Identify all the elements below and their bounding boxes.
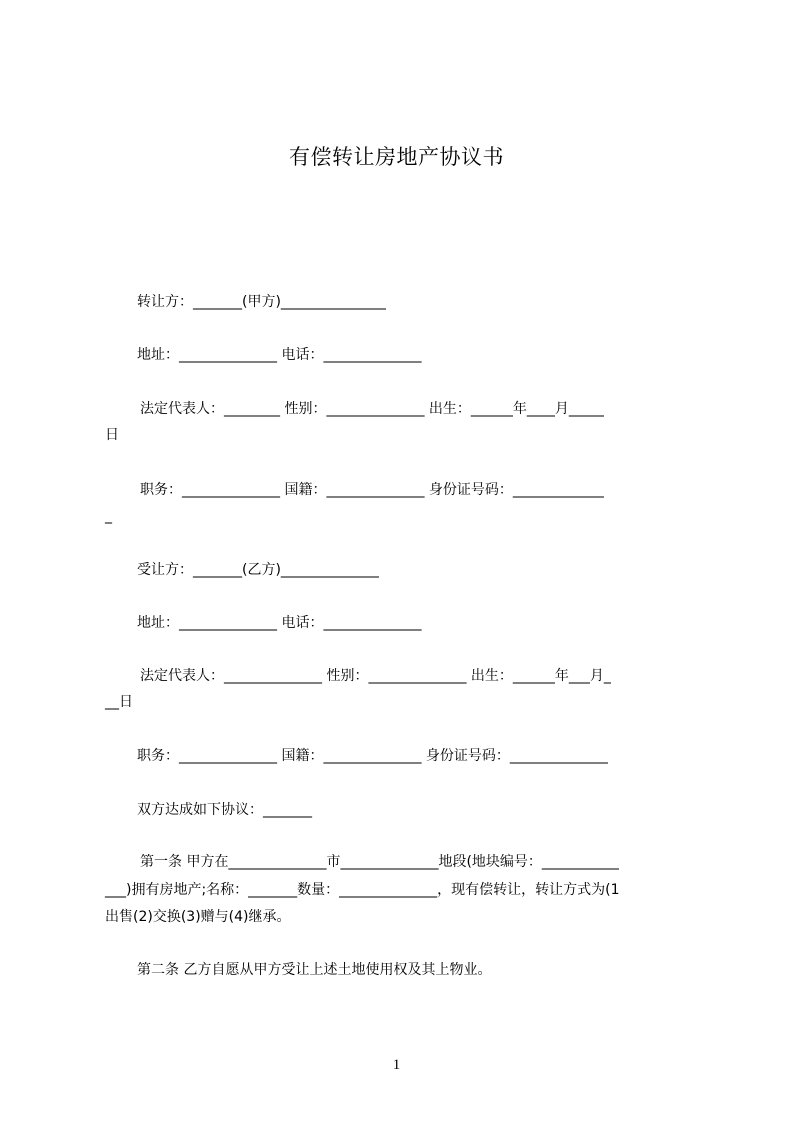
transferee-representative-line-cont: __日 — [105, 694, 133, 710]
page-number: 1 — [392, 1057, 401, 1073]
agreement-intro-line: 双方达成如下协议：_______ — [137, 802, 312, 818]
transferor-representative-line-cont: 日 — [105, 427, 119, 443]
transferor-position-line-cont: _ — [105, 508, 112, 524]
article-one-line-3: 出售(2)交换(3)赠与(4)继承。 — [105, 909, 291, 925]
transferee-line: 受让方：_______(乙方)______________ — [137, 562, 379, 578]
transferor-address-phone-line: 地址：______________ 电话：______________ — [137, 347, 422, 363]
article-two-line: 第二条 乙方自愿从甲方受让上述土地使用权及其上物业。 — [137, 962, 492, 978]
transferor-representative-line: 法定代表人：________ 性别：______________ 出生：______年____月_____ — [140, 401, 604, 417]
transferor-position-line: 职务：______________ 国籍：______________ 身份证号码：_____________ — [140, 482, 604, 498]
document-title: 有偿转让房地产协议书 — [289, 145, 504, 169]
transferee-representative-line: 法定代表人：______________ 性别：______________ 出生：______年___月_ — [140, 668, 611, 684]
article-one-line-2: ___)拥有房地产;名称：_______数量：______________，现有偿转让，转让方式为(1 — [105, 882, 620, 898]
transferee-position-line: 职务：______________ 国籍：______________ 身份证号码：______________ — [137, 748, 608, 764]
transferee-address-phone-line: 地址：______________ 电话：______________ — [137, 615, 422, 631]
article-one-line-1: 第一条 甲方在______________市______________地段(地块编号：___________ — [140, 854, 619, 870]
transferor-line: 转让方：_______(甲方)_______________ — [137, 294, 386, 310]
